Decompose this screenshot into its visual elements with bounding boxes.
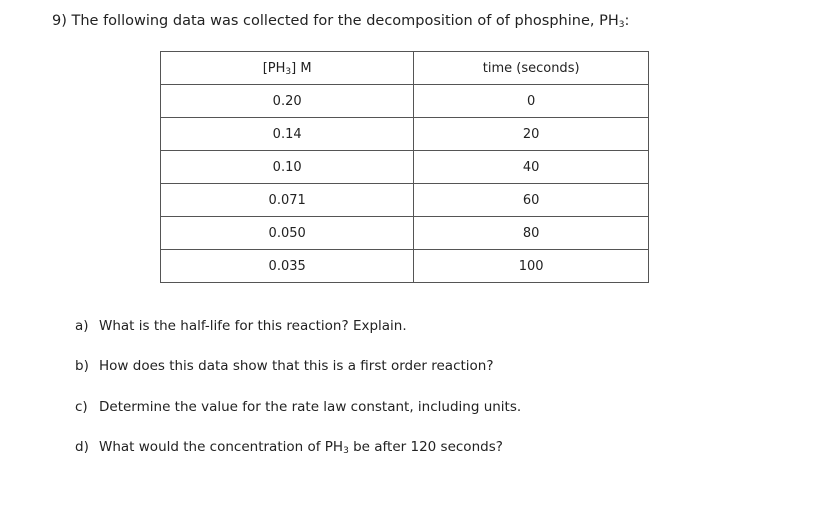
cell-time: 40 xyxy=(414,151,649,184)
header-concentration-subscript: 3 xyxy=(285,66,292,77)
question-title-suffix: : xyxy=(624,13,630,29)
subquestion-letter: a) xyxy=(75,318,89,334)
subquestion-text: Determine the value for the rate law constant, including units. xyxy=(99,399,522,415)
cell-time: 100 xyxy=(414,250,649,283)
table-header-row xyxy=(161,52,649,85)
header-concentration-suffix: ] M xyxy=(291,60,312,76)
subquestion-subscript: 3 xyxy=(343,446,349,456)
subquestion-text: How does this data show that this is a first order reaction? xyxy=(99,358,494,374)
header-concentration xyxy=(161,52,414,85)
cell-concentration: 0.035 xyxy=(161,250,414,283)
table-row xyxy=(161,85,649,118)
cell-time: 0 xyxy=(414,85,649,118)
cell-concentration: 0.14 xyxy=(161,118,414,151)
cell-time: 80 xyxy=(414,217,649,250)
question-title-text: 9) The following data was collected for the decomposition of of phosphine, PH xyxy=(52,13,619,29)
table-row xyxy=(161,118,649,151)
table-row xyxy=(161,184,649,217)
subquestion-d xyxy=(75,439,503,455)
subquestion-letter: b) xyxy=(75,358,89,374)
question-title-subscript: 3 xyxy=(618,20,625,30)
cell-concentration: 0.071 xyxy=(161,184,414,217)
table-row xyxy=(161,250,649,283)
cell-concentration: 0.20 xyxy=(161,85,414,118)
table-row xyxy=(161,151,649,184)
table-row xyxy=(161,217,649,250)
cell-time: 60 xyxy=(414,184,649,217)
cell-concentration: 0.10 xyxy=(161,151,414,184)
subquestion-letter: d) xyxy=(75,439,89,455)
subquestion-text-prefix: What would the concentration of PH xyxy=(99,439,344,455)
cell-time: 20 xyxy=(414,118,649,151)
question-title xyxy=(52,13,629,29)
cell-concentration: 0.050 xyxy=(161,217,414,250)
data-table xyxy=(160,51,649,283)
header-time: time (seconds) xyxy=(414,52,649,85)
subquestion-b xyxy=(75,358,494,374)
subquestion-a xyxy=(75,318,407,334)
header-concentration-prefix: [PH xyxy=(262,60,286,76)
subquestion-c xyxy=(75,399,521,415)
subquestion-text: What is the half-life for this reaction? Explain. xyxy=(99,318,407,334)
subquestion-text-suffix: be after 120 seconds? xyxy=(348,439,503,455)
subquestion-letter: c) xyxy=(75,399,88,415)
